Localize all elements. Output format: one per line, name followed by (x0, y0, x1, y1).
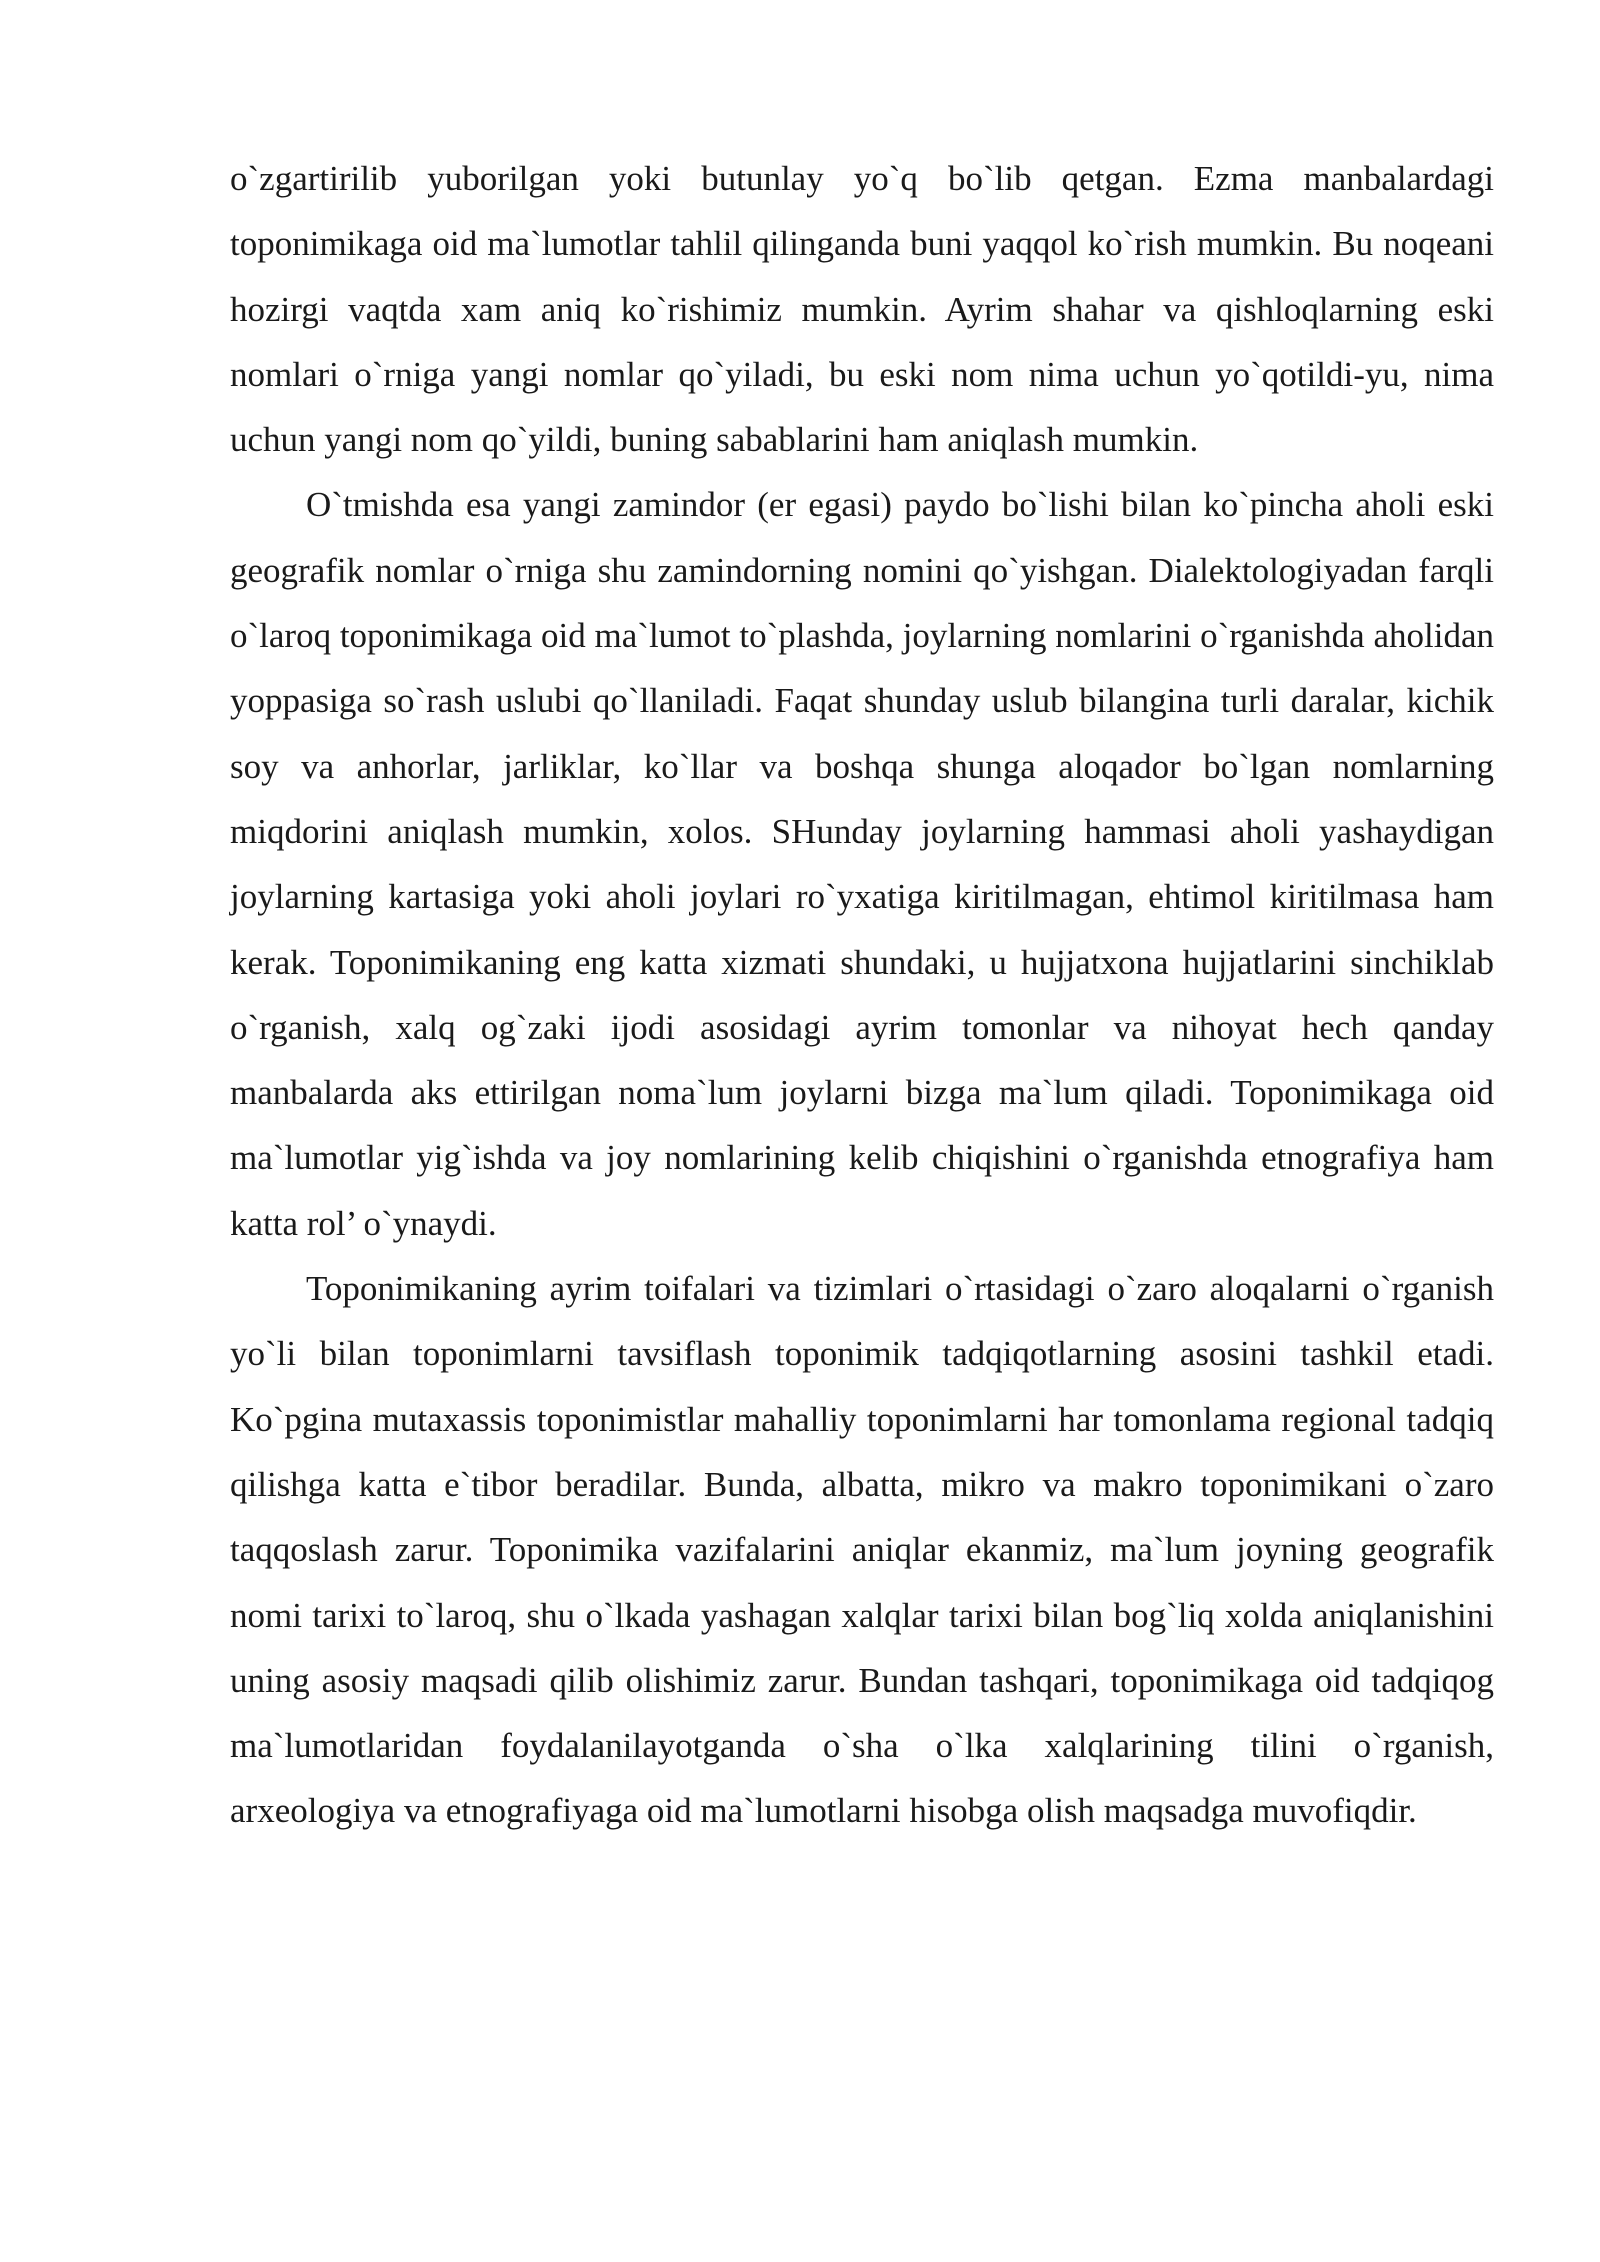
paragraph-3: Toponimikaning ayrim toifalari va tizimlari o`rtasidagi o`zaro aloqalarni o`rganish yo`li bilan toponimlarni tavsiflash toponimik tadqiqotlarning asosini tashkil etadi. Ko`pgina mutaxassis toponimistlar mahalliy toponimlarni har tomonlama regional tadqiq qilishga katta e`tibor beradilar. Bunda, albatta, mikro va makro toponimikani o`zaro taqqoslash zarur. Toponimika vazifalarini aniqlar ekanmiz, ma`lum joyning geografik nomi tarixi to`laroq, shu o`lkada yashagan xalqlar tarixi bilan bog`liq xolda aniqlanishini uning asosiy maqsadi qilib olishimiz zarur. Bundan tashqari, toponimikaga oid tadqiqog ma`lumotlaridan foydalanilayotganda o`sha o`lka xalqlarining tilini o`rganish, arxeologiya va etnografiyaga oid ma`lumotlarni hisobga olish maqsadga muvofiqdir. (230, 1269, 1494, 1831)
document-page (230, 146, 1494, 1844)
paragraph-1: o`zgartirilib yuborilgan yoki butunlay yo`q bo`lib qetgan. Ezma manbalardagi toponimikaga oid ma`lumotlar tahlil qilinganda buni yaqqol ko`rish mumkin. Bu noqeani hozirgi vaqtda xam aniq ko`rishimiz mumkin. Ayrim shahar va qishloqlarning eski nomlari o`rniga yangi nomlar qo`yiladi, bu eski nom nima uchun yo`qotildi-yu, nima uchun yangi nom qo`yildi, buning sabablarini ham aniqlash mumkin. (230, 159, 1494, 460)
paragraph-2: O`tmishda esa yangi zamindor (er egasi) paydo bo`lishi bilan ko`pincha aholi eski geografik nomlar o`rniga shu zamindorning nomini qo`yishgan. Dialektologiyadan farqli o`laroq toponimikaga oid ma`lumot to`plashda, joylarning nomlarini o`rganishda aholidan yoppasiga so`rash uslubi qo`llaniladi. Faqat shunday uslub bilangina turli daralar, kichik soy va anhorlar, jarliklar, ko`llar va boshqa shunga aloqador bo`lgan nomlarning miqdorini aniqlash mumkin, xolos. SHunday joylarning hammasi aholi yashaydigan joylarning kartasiga yoki aholi joylari ro`yxatiga kiritilmagan, ehtimol kiritilmasa ham kerak. Toponimikaning eng katta xizmati shundaki, u hujjatxona hujjatlarini sinchiklab o`rganish, xalq og`zaki ijodi asosidagi ayrim tomonlar va nihoyat hech qanday manbalarda aks ettirilgan noma`lum joylarni bizga ma`lum qiladi. Toponimikaga oid ma`lumotlar yig`ishda va joy nomlarining kelib chiqishini o`rganishda etnografiya ham katta rol’ o`ynaydi. (230, 485, 1494, 1243)
